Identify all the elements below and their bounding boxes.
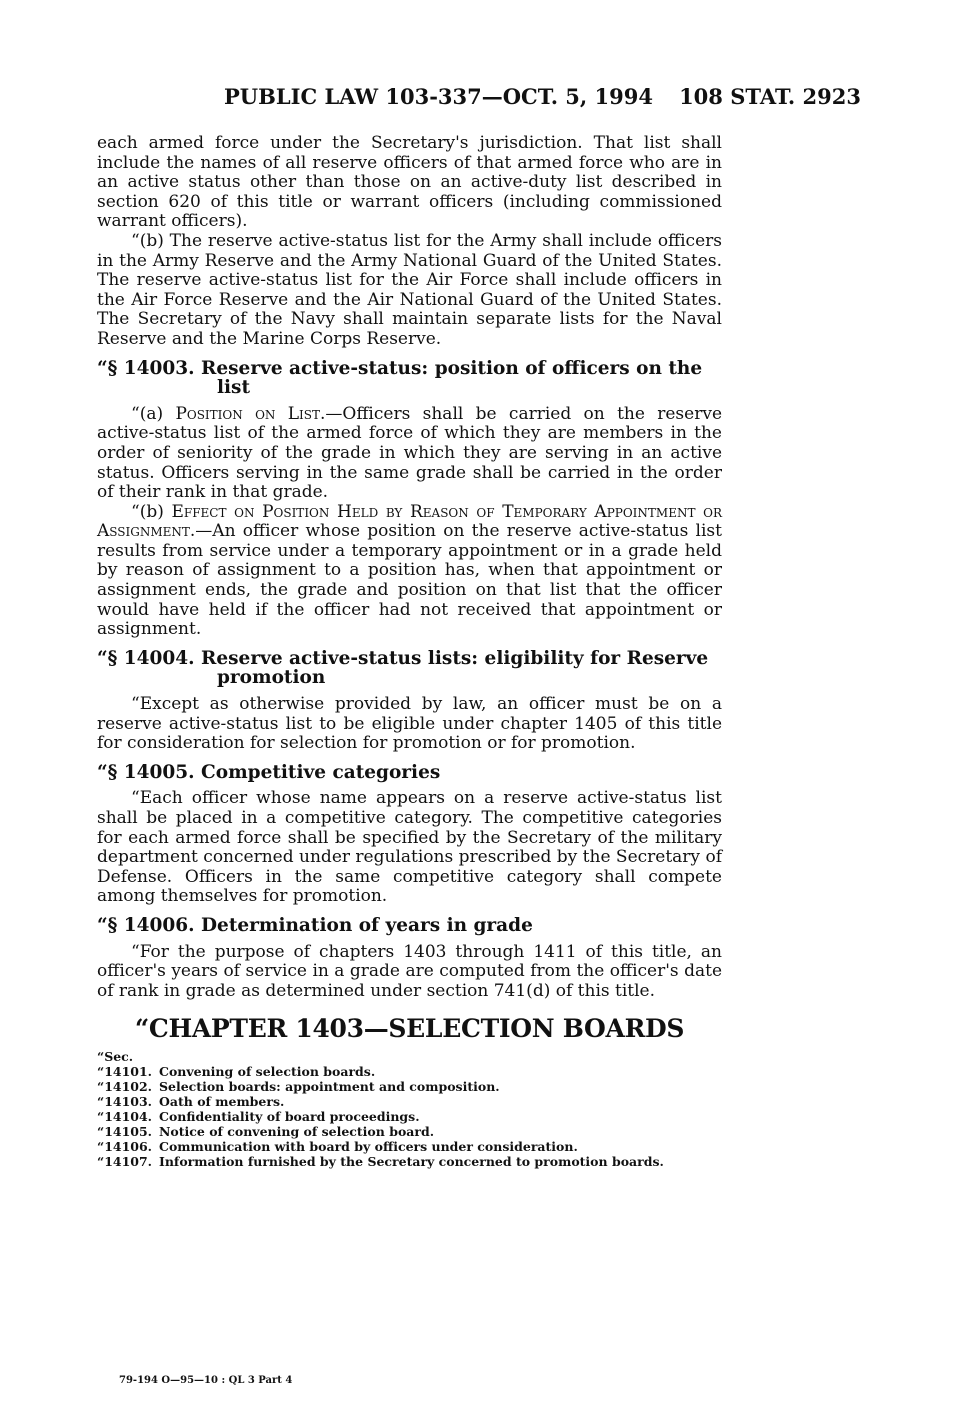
chapter-table-of-contents: [97, 1049, 722, 1169]
body-text: [97, 134, 722, 1169]
toc-number: “14105.: [97, 1124, 153, 1140]
subsection-text: —An officer whose position on the reserve active-status list results from service under a temporary appointment or in a grade held by reason of assignment to a position has, when that appointment or assignment ends, the grade and position on that list that the officer would have held if the officer had not received that appointment or assignment.: [97, 521, 722, 640]
subsection-caption: Position on List.: [175, 403, 326, 424]
toc-sec-label: “Sec.: [97, 1049, 134, 1065]
subsection-marker: “(a): [131, 403, 176, 424]
paragraph-14003-b: [97, 503, 722, 640]
subsection-marker: “(b): [131, 501, 172, 522]
page-header: [90, 84, 861, 114]
paragraph-14006: “For the purpose of chapters 1403 through 1411 of this title, an officer's years of service in a grade are computed from the officer's date of rank in grade as determined under section 741(d) of this title.: [97, 941, 722, 1001]
section-heading-14003: “§ 14003. Reserve active-status: position of officers on the list: [97, 357, 703, 399]
section-heading-14005: “§ 14005. Competitive categories: [97, 761, 441, 783]
chapter-title: “CHAPTER 1403—SELECTION BOARDS: [134, 1014, 685, 1044]
toc-row: [97, 1139, 722, 1154]
statute-page-number: 108 STAT. 2923: [679, 84, 861, 109]
paragraph-14003-a: [97, 405, 722, 503]
section-heading-14006: “§ 14006. Determination of years in grade: [97, 914, 533, 936]
toc-number: “14102.: [97, 1079, 153, 1095]
paragraph-continuation: each armed force under the Secretary's jurisdiction. That list shall include the names of all reserve officers of that armed force who are in an active status other than those on an active-duty list described in section 620 of this title or warrant officers (including commissioned warrant officers).: [97, 133, 722, 232]
toc-number: “14101.: [97, 1064, 153, 1080]
toc-number: “14106.: [97, 1139, 153, 1155]
paragraph-14004: “Except as otherwise provided by law, an officer must be on a reserve active-status list to be eligible under chapter 1405 of this title for consideration for selection for promotion or for promotion.: [97, 694, 722, 754]
toc-row: [97, 1079, 722, 1094]
paragraph-14005: “Each officer whose name appears on a reserve active-status list shall be placed in a competitive category. The competitive categories for each armed force shall be specified by the Secretary of the military department concerned under regulations prescribed by the Secretary of Defense. Officers in the same competitive category shall compete among themselves for promotion.: [97, 788, 722, 907]
print-job-footer: 79-194 O—95—10 : QL 3 Part 4: [119, 1375, 293, 1386]
toc-row: [97, 1094, 722, 1109]
paragraph-subsection-b: “(b) The reserve active-status list for the Army shall include officers in the Army Reserve and the Army National Guard of the United States. The reserve active-status list for the Air Force shall include officers in the Air Force Reserve and the Air National Guard of the United States. The Secretary of the Navy shall maintain separate lists for the Naval Reserve and the Marine Corps Reserve.: [97, 230, 722, 349]
subsection-caption: Effect on Position Held by Reason of Temporary Appointment or Assignment.: [97, 501, 722, 542]
toc-title: Selection boards: appointment and composition.: [159, 1079, 500, 1095]
toc-title: Information furnished by the Secretary concerned to promotion boards.: [159, 1154, 664, 1170]
toc-row: [97, 1124, 722, 1139]
toc-title: Confidentiality of board proceedings.: [159, 1109, 420, 1125]
public-law-citation: PUBLIC LAW 103-337—OCT. 5, 1994: [224, 84, 653, 109]
toc-title: Notice of convening of selection board.: [159, 1124, 435, 1140]
toc-title: Convening of selection boards.: [159, 1064, 376, 1080]
toc-number: “14104.: [97, 1109, 153, 1125]
toc-row: [97, 1064, 722, 1079]
section-heading-14004: “§ 14004. Reserve active-status lists: eligibility for Reserve promotion: [97, 647, 709, 689]
toc-number: “14103.: [97, 1094, 153, 1110]
toc-row: [97, 1109, 722, 1124]
toc-number: “14107.: [97, 1154, 153, 1170]
toc-title: Communication with board by officers under consideration.: [159, 1139, 578, 1155]
toc-row: [97, 1154, 722, 1169]
toc-title: Oath of members.: [159, 1094, 285, 1110]
subsection-text: —Officers shall be carried on the reserve active-status list of the armed force of which they are members in the order of seniority of the grade in which they are serving in an active status. Officers serving in the same grade shall be carried in the order of their rank in that grade.: [97, 403, 723, 503]
